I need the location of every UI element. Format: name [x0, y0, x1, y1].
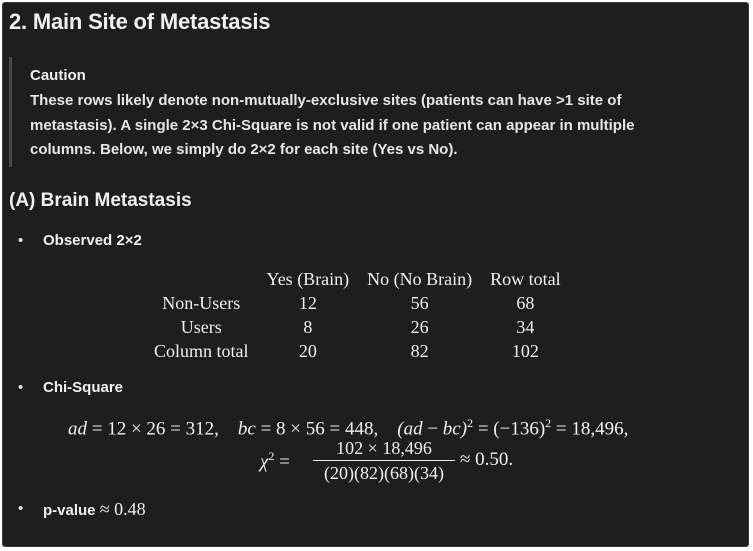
chi-square-fraction [313, 437, 455, 484]
math-exponent: 2 [545, 416, 552, 430]
table-cell: 26 [410, 316, 429, 337]
math-text: = 8 × 56 = 448, [255, 418, 379, 440]
table-header-row [145, 267, 570, 291]
p-value-line [43, 499, 146, 520]
observed-table-wrap [145, 267, 655, 363]
math-text: = 18,496, [551, 418, 629, 440]
observed-table [145, 267, 570, 363]
math-exponent: 2 [467, 416, 474, 430]
bullet-marker: • [18, 232, 24, 249]
subsection-title: (A) Brain Metastasis [9, 190, 192, 211]
math-text: = [274, 451, 290, 473]
caution-callout [9, 57, 702, 167]
callout-line: columns. Below, we simply do 2×2 for each site (Yes vs No). [30, 141, 458, 158]
bullet-marker: • [18, 500, 24, 517]
table-cell: 68 [516, 292, 535, 313]
section-title: 2. Main Site of Metastasis [9, 9, 271, 34]
p-value-expression: ≈ 0.48 [99, 499, 146, 519]
observed-label: Observed 2×2 [43, 232, 142, 249]
math-exponent: 2 [268, 449, 275, 463]
callout-title: Caution [30, 67, 86, 84]
math-var: χ [260, 451, 269, 473]
table-cell: 20 [298, 340, 317, 361]
table-row [145, 339, 570, 363]
table-cell: 82 [410, 340, 429, 361]
table-row [145, 291, 570, 315]
table-cell: 12 [298, 292, 317, 313]
table-row [145, 315, 570, 339]
table-cell: Column total [154, 340, 249, 361]
math-var: bc) [442, 418, 468, 440]
chi-square-result: ≈ 0.50. [460, 449, 514, 470]
math-text: − [422, 418, 443, 440]
table-header: No (No Brain) [367, 268, 473, 289]
math-var: (ad [397, 418, 423, 440]
fraction-bar [313, 460, 455, 461]
chi-square-lhs [260, 449, 290, 473]
table-header: Row total [490, 268, 561, 289]
table-cell: Users [180, 316, 222, 337]
chi-square-label: Chi-Square [43, 379, 124, 396]
document-panel [2, 2, 749, 547]
table-cell: 102 [511, 340, 539, 361]
p-value-label: p-value [43, 502, 96, 519]
fraction-numerator: 102 × 18,496 [336, 438, 432, 458]
callout-body [30, 89, 695, 163]
table-cell: Non-Users [162, 292, 241, 313]
callout-line: These rows likely denote non-mutually-exclusive sites (patients can have >1 site of [30, 92, 622, 109]
math-text: = (−136) [473, 418, 546, 440]
table-header [145, 267, 258, 291]
math-text: = 12 × 26 = 312, [87, 418, 219, 440]
math-var: bc [237, 418, 256, 440]
table-cell: 8 [303, 316, 313, 337]
fraction-denominator: (20)(82)(68)(34) [324, 463, 444, 483]
math-var: ad [68, 418, 87, 440]
bullet-marker: • [18, 379, 24, 396]
table-cell: 56 [410, 292, 429, 313]
table-cell: 34 [516, 316, 535, 337]
table-header: Yes (Brain) [266, 268, 350, 289]
callout-line: metastasis). A single 2×3 Chi-Square is not valid if one patient can appear in multiple [30, 116, 635, 134]
